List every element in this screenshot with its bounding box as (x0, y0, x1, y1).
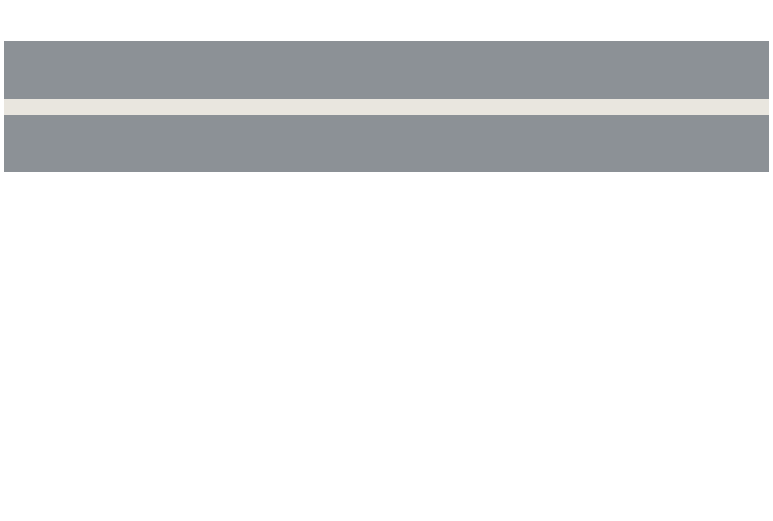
corridor (4, 99, 769, 115)
floor-plan (4, 41, 769, 172)
